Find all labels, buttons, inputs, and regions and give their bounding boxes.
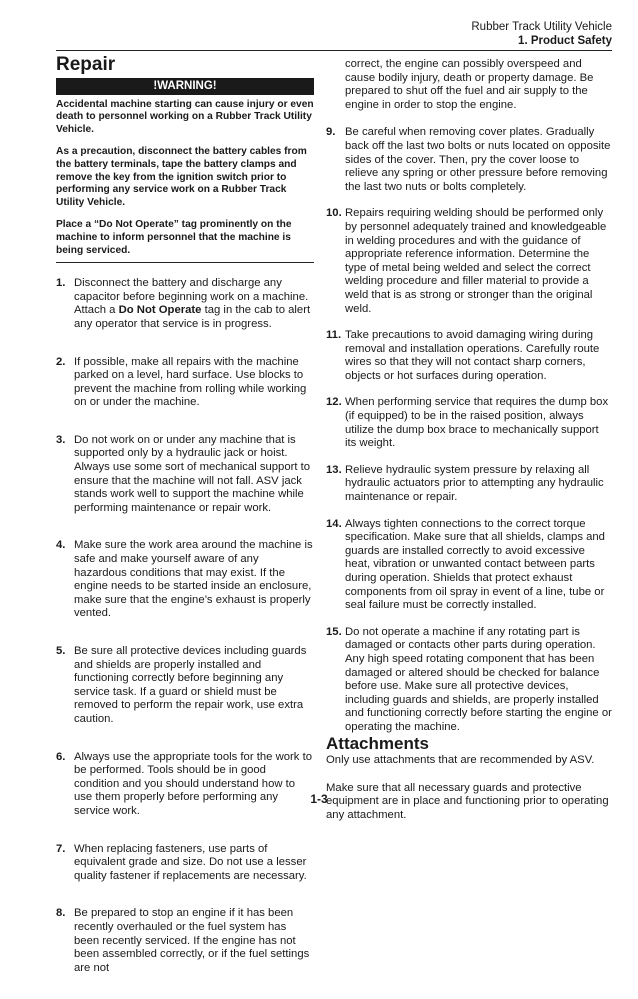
list-item: [56, 751, 314, 819]
warning-paragraph: Place a “Do Not Operate” tag prominently on the machine to inform personnel that the machine is being serviced.: [56, 219, 292, 256]
item-text: Relieve hydraulic system pressure by relaxing all hydraulic actuators prior to attempting any hydraulic maintenance or repair.: [345, 463, 604, 504]
item-number: 14.: [326, 517, 342, 530]
item-number: 15.: [326, 625, 342, 638]
item-number: 13.: [326, 463, 342, 476]
attachments-section: [326, 733, 613, 823]
list-item: [56, 843, 314, 884]
item-text: Make sure the work area around the machine is safe and make yourself aware of any hazardous conditions that may exist. If the engine needs to be started inside an enclosure, make sure that the engine’s exhaust is properly vented.: [74, 539, 313, 620]
list-item: [326, 329, 613, 383]
list-item: [326, 464, 613, 505]
item-number: 8.: [56, 907, 66, 920]
list-item: [56, 434, 314, 516]
item-number: 2.: [56, 355, 66, 368]
attachments-heading: Attachments: [326, 733, 429, 753]
item-number: 10.: [326, 207, 342, 220]
manual-title: Rubber Track Utility Vehicle: [471, 21, 612, 33]
item-text: Do not operate a machine if any rotating part is damaged or contacts other parts during operation. Any high speed rotating component that has been damaged or altered should be checked for balance before use. Make sure all protective devices, including guards and shields, are properly installed and functioning correctly before starting the engine or operating the machine.: [345, 625, 612, 733]
item-text: Always use the appropriate tools for the work to be performed. Tools should be in good condition and you should understand how to use them properly before performing any service work.: [74, 750, 312, 817]
item-text: Do not work on or under any machine that is supported only by a hydraulic jack or hoist. Always use some sort of mechanical support to ensure that the machine will not fall. ASV jack stands work well to support the machine while performing maintenance or repair work.: [74, 433, 311, 514]
item-text: If possible, make all repairs with the machine parked on a level, hard surface. Use blocks to prevent the machine from rolling while working on or under the machine.: [74, 355, 307, 409]
list-item: [56, 277, 314, 331]
item-text: Be careful when removing cover plates. Gradually back off the last two bolts or nuts located on opposite sides of the cover. Then, pry the cover loose to relieve any spring or other pressure before removing the last two nuts or bolts completely.: [345, 126, 611, 193]
list-item: [326, 207, 613, 316]
right-column: [326, 58, 613, 837]
item-text: Be sure all protective devices including guards and shields are properly installed and functioning correctly before beginning any service task. If a guard or shield must be removed to perform the repair work, use extra caution.: [74, 645, 307, 725]
item-number: 7.: [56, 842, 66, 855]
list-item: [326, 518, 613, 613]
item-text: Always tighten connections to the correct torque specification. Make sure that all shields, clamps and guards are installed correctly to avoid excessive heat, vibration or unwanted contact between parts during operation. Shields that protect exhaust components from oil spray in event of a line, tube or seal failure must be correctly installed.: [345, 517, 605, 612]
page-number: 1-3: [310, 792, 328, 806]
running-header: [471, 20, 612, 48]
do-not-operate-emphasis: Do Not Operate: [118, 304, 202, 317]
list-item: [326, 396, 613, 450]
item-number: 4.: [56, 539, 66, 552]
item-8-continued: correct, the engine can possibly overspeed and cause bodily injury, death or property damage. Be prepared to shut off the fuel and air supply to the engine in order to stop the engine.: [345, 58, 594, 111]
left-column: [56, 54, 314, 999]
item-number: 11.: [326, 329, 342, 342]
repair-heading: Repair: [56, 54, 116, 75]
attachments-paragraph: Make sure that all necessary guards and protective equipment are in place and functioning prior to operating any attachment.: [326, 781, 609, 821]
list-item: [326, 126, 613, 194]
item-number: 3.: [56, 433, 66, 446]
item-text: Take precautions to avoid damaging wiring during removal and installation operations. Carefully route wires so that they will not contact sharp corners, objects or hot surfaces during operation.: [345, 329, 600, 382]
item-number: 6.: [56, 750, 66, 763]
item-number: 5.: [56, 645, 66, 657]
warning-banner: !WARNING!: [56, 78, 314, 95]
item-text: Repairs requiring welding should be performed only by personnel adequately trained and knowledgeable in welding procedures and with the guidance of appropriate reference information. Determine the type of metal being welded and select the correct welding procedure and filler material to provide a weld that is as strong or stronger than the original weld.: [345, 207, 607, 315]
list-item: [56, 356, 314, 410]
warning-rule: [56, 262, 314, 263]
item-text: Disconnect the battery and discharge any capacitor before beginning work on a machine. Attach a Do Not Operate tag in the cab to alert any operator that service is in progress.: [74, 277, 311, 330]
list-item: [56, 539, 314, 621]
list-item: [56, 645, 314, 727]
item-number: 1.: [56, 277, 66, 290]
list-item: [56, 907, 314, 975]
warning-paragraph: As a precaution, disconnect the battery cables from the battery terminals, tape the battery clamps and remove the key from the ignition switch prior to performing any service work on a Rubber Track Utility Vehicle.: [56, 146, 307, 208]
item-text: Be prepared to stop an engine if it has been recently overhauled or the fuel system has been recently serviced. If the engine has not been assembled correctly, or if the fuel settings are not: [74, 907, 310, 974]
warning-paragraph: Accidental machine starting can cause injury or even death to personnel working on a Rubber Track Utility Vehicle.: [56, 98, 314, 135]
item-text: When replacing fasteners, use parts of equivalent grade and size. Do not use a lesser quality fastener if replacements are necessary.: [74, 842, 307, 882]
header-rule: [56, 50, 612, 51]
attachments-paragraph: Only use attachments that are recommended by ASV.: [326, 754, 595, 767]
item-text: When performing service that requires the dump box (if equipped) to be in the raised position, always utilize the dump box brace to mechanically support its weight.: [345, 396, 609, 450]
item-number: 12.: [326, 396, 342, 409]
section-title: 1. Product Safety: [518, 35, 612, 47]
list-item: [326, 626, 613, 735]
item-number: 9.: [326, 126, 336, 139]
